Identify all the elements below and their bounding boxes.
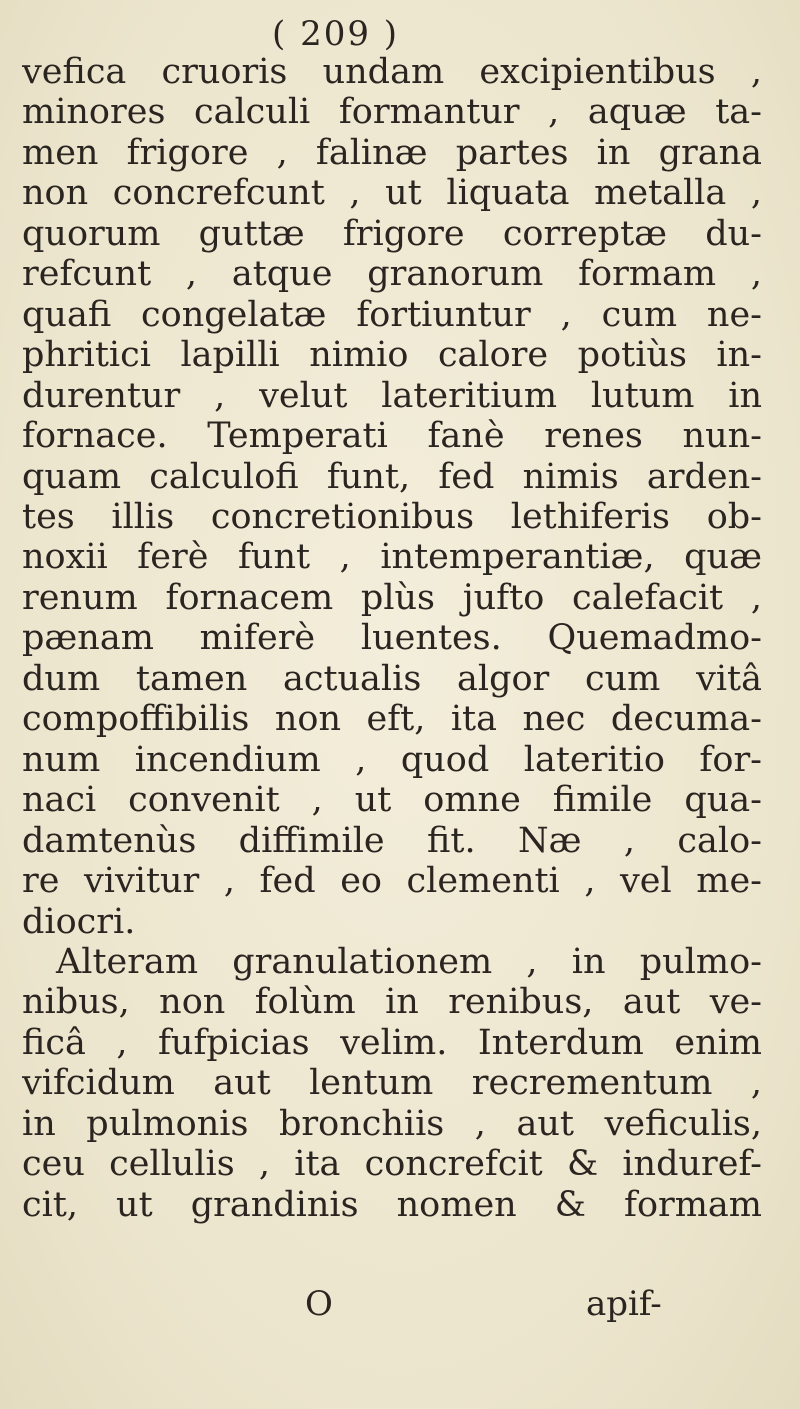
text-line: nibus, non folùm in renibus, aut ve-	[22, 982, 762, 1023]
text-line: vefica cruoris undam excipientibus ,	[22, 52, 762, 92]
signature-mark: O	[305, 1284, 333, 1324]
body-text	[22, 52, 762, 1225]
text-line: minores calculi formantur , aquæ ta-	[22, 92, 762, 133]
text-line: num incendium , quod lateritio for-	[22, 739, 762, 780]
text-line: tes illis concretionibus lethiferis ob-	[22, 496, 762, 537]
text-line: ficâ , fufpicias velim. Interdum enim	[22, 1022, 762, 1063]
text-line: fornace. Temperati fanè renes nun-	[22, 416, 762, 457]
text-line: phritici lapilli nimio calore potiùs in-	[22, 335, 762, 376]
text-line: refcunt , atque granorum formam ,	[22, 254, 762, 295]
text-line: compoffibilis non eft, ita nec decuma-	[22, 699, 762, 740]
page-footer	[0, 1284, 800, 1326]
text-line-paragraph-start: Alteram granulationem , in pulmo-	[56, 941, 762, 982]
text-line: re vivitur , fed eo clementi , vel me-	[22, 861, 762, 902]
text-line: quam calculofi funt, fed nimis arden-	[22, 456, 762, 497]
text-line: renum fornacem plùs jufto calefacit ,	[22, 577, 762, 618]
text-line: durentur , velut lateritium lutum in	[22, 375, 762, 416]
text-line: naci convenit , ut omne fimile qua-	[22, 780, 762, 821]
text-line: quorum guttæ frigore correptæ du-	[22, 213, 762, 254]
text-line: quafi congelatæ fortiuntur , cum ne-	[22, 294, 762, 335]
text-line-paragraph-end: diocri.	[22, 901, 136, 942]
text-line: men frigore , falinæ partes in grana	[22, 132, 762, 173]
text-line: noxii ferè funt , intemperantiæ, quæ	[22, 537, 762, 578]
catchword: apif-	[586, 1284, 662, 1324]
text-line: dum tamen actualis algor cum vitâ	[22, 658, 762, 699]
text-line: vifcidum aut lentum recrementum ,	[22, 1063, 762, 1104]
text-line: non concrefcunt , ut liquata metalla ,	[22, 173, 762, 214]
text-line: in pulmonis bronchiis , aut veficulis,	[22, 1103, 762, 1144]
page-number: ( 209 )	[272, 14, 400, 54]
text-line: pænam miferè luentes. Quemadmo-	[22, 618, 762, 659]
text-line: ceu cellulis , ita concrefcit & induref-	[22, 1144, 762, 1185]
text-line: cit, ut grandinis nomen & formam	[22, 1184, 762, 1225]
text-line: damtenùs diffimile fit. Næ , calo-	[22, 820, 762, 861]
